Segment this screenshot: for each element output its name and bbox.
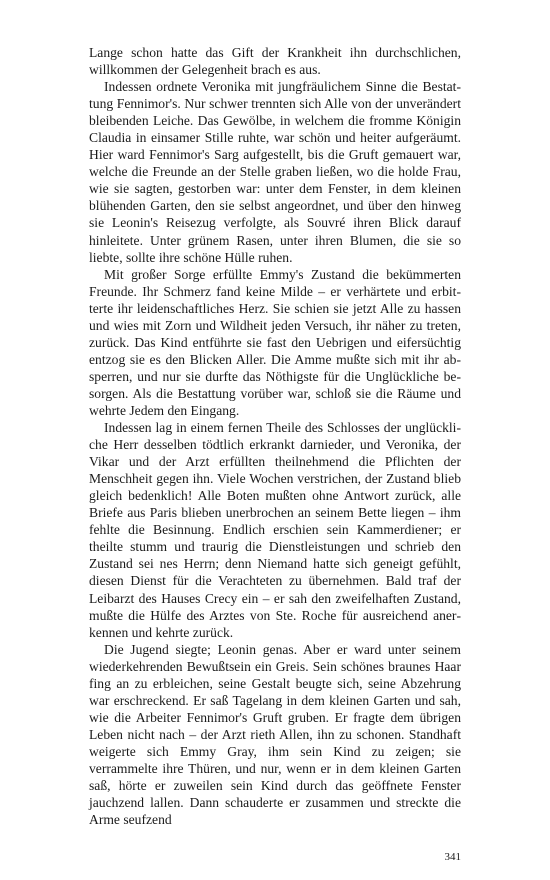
- paragraph-5: Die Jugend siegte; Leonin genas. Aber er ward unter seinem wiederkehrenden Bewußtsein ein Greis. Sein schönes braunes Haar fing an zu erbleichen, seine Gestalt beugte sich, seine Abzehrung war erschreckend. Er saß Tagelang in dem kleinen Garten und sah, wie die Arbeiter Fennimor's Gruft gruben. Er fragte dem übrigen Leben nicht nach – der Arzt rieth Allen, ihn zu schonen. Standhaft weigerte sich Emmy Gray, ihm sein Kind zu zeigen; sie verrammelte ihre Thüren, und nur, wenn er in dem kleinen Garten saß, hörte er zuweilen sein Kind durch das geöffnete Fenster jauchzend lallen. Dann schauderte er zusammen und streckte die Arme seufzend: [89, 641, 461, 828]
- paragraph-2: Indessen ordnete Veronika mit jungfräulichem Sinne die Bestattung Fennimor's. Nur schwer trennten sich Alle von der unverändert bleibenden Leiche. Das Gewölbe, in welchem die fromme Königin Claudia in einsamer Stille ruhte, war schön und heiter aufgeräumt. Hier ward Fennimor's Sarg aufgestellt, bis die Gruft gemauert war, welche die Freunde an der Stelle graben ließen, wo die holde Frau, wie sie sagten, gestorben war: unter dem Fenster, in dem kleinen blühenden Garten, den sie selbst angeordnet, und über den hinweg sie Leonin's Reisezug verfolgte, als Souvré ihren Blick darauf hinleitete. Unter grünem Rasen, unter ihren Blumen, die sie so liebte, sollte ihre schöne Hülle ruhen.: [89, 79, 461, 265]
- paragraph-1: Lange schon hatte das Gift der Krankheit ihn durchschlichen, willkommen der Gelegenheit brach es aus.: [89, 45, 461, 78]
- page-body: [89, 44, 461, 828]
- paragraph-4: Indessen lag in einem fernen Theile des Schlosses der unglückliche Herr desselben tödtlich erkrankt darnieder, und Veronika, der Vikar und der Arzt erfüllten theilnehmend die Pflichten der Menschheit gegen ihn. Viele Wochen verstrichen, der Zustand blieb gleich bedenklich! Alle Boten mußten ohne Antwort zurück, alle Briefe aus Paris blieben unerbrochen an seinem Bette liegen – ihm fehlte die Besinnung. Endlich erschien sein Kammerdiener; er theilte stumm und traurig die Dienstleistungen und schrieb den Zustand sei nes Herrn; denn Niemand hatte sich geneigt gefühlt, diesen Dienst für die Verachteten zu übernehmen. Bald traf der Leibarzt des Hauses Crecy ein – er sah den zweifelhaften Zustand, mußte die Hülfe des Arztes von Ste. Roche für ausreichend anerkennen und kehrte zurück.: [89, 420, 461, 640]
- paragraph-3: Mit großer Sorge erfüllte Emmy's Zustand die bekümmerten Freunde. Ihr Schmerz fand keine Milde – er verhärtete und erbitterte ihr leidenschaftliches Herz. Sie schien sie jetzt Alle zu hassen und wies mit Zorn und Wildheit jeden Versuch, ihr näher zu treten, zurück. Das Kind entführte sie fast den Uebrigen und eifersüchtig entzog sie es den Blicken Aller. Die Amme mußte sich mit ihr absperren, und nur sie durfte das Nöthigste für die Unglückliche besorgen. Als die Bestattung vorüber war, schloß sie die Räume und wehrte Jedem den Eingang.: [89, 266, 461, 418]
- page-number: 341: [444, 851, 461, 863]
